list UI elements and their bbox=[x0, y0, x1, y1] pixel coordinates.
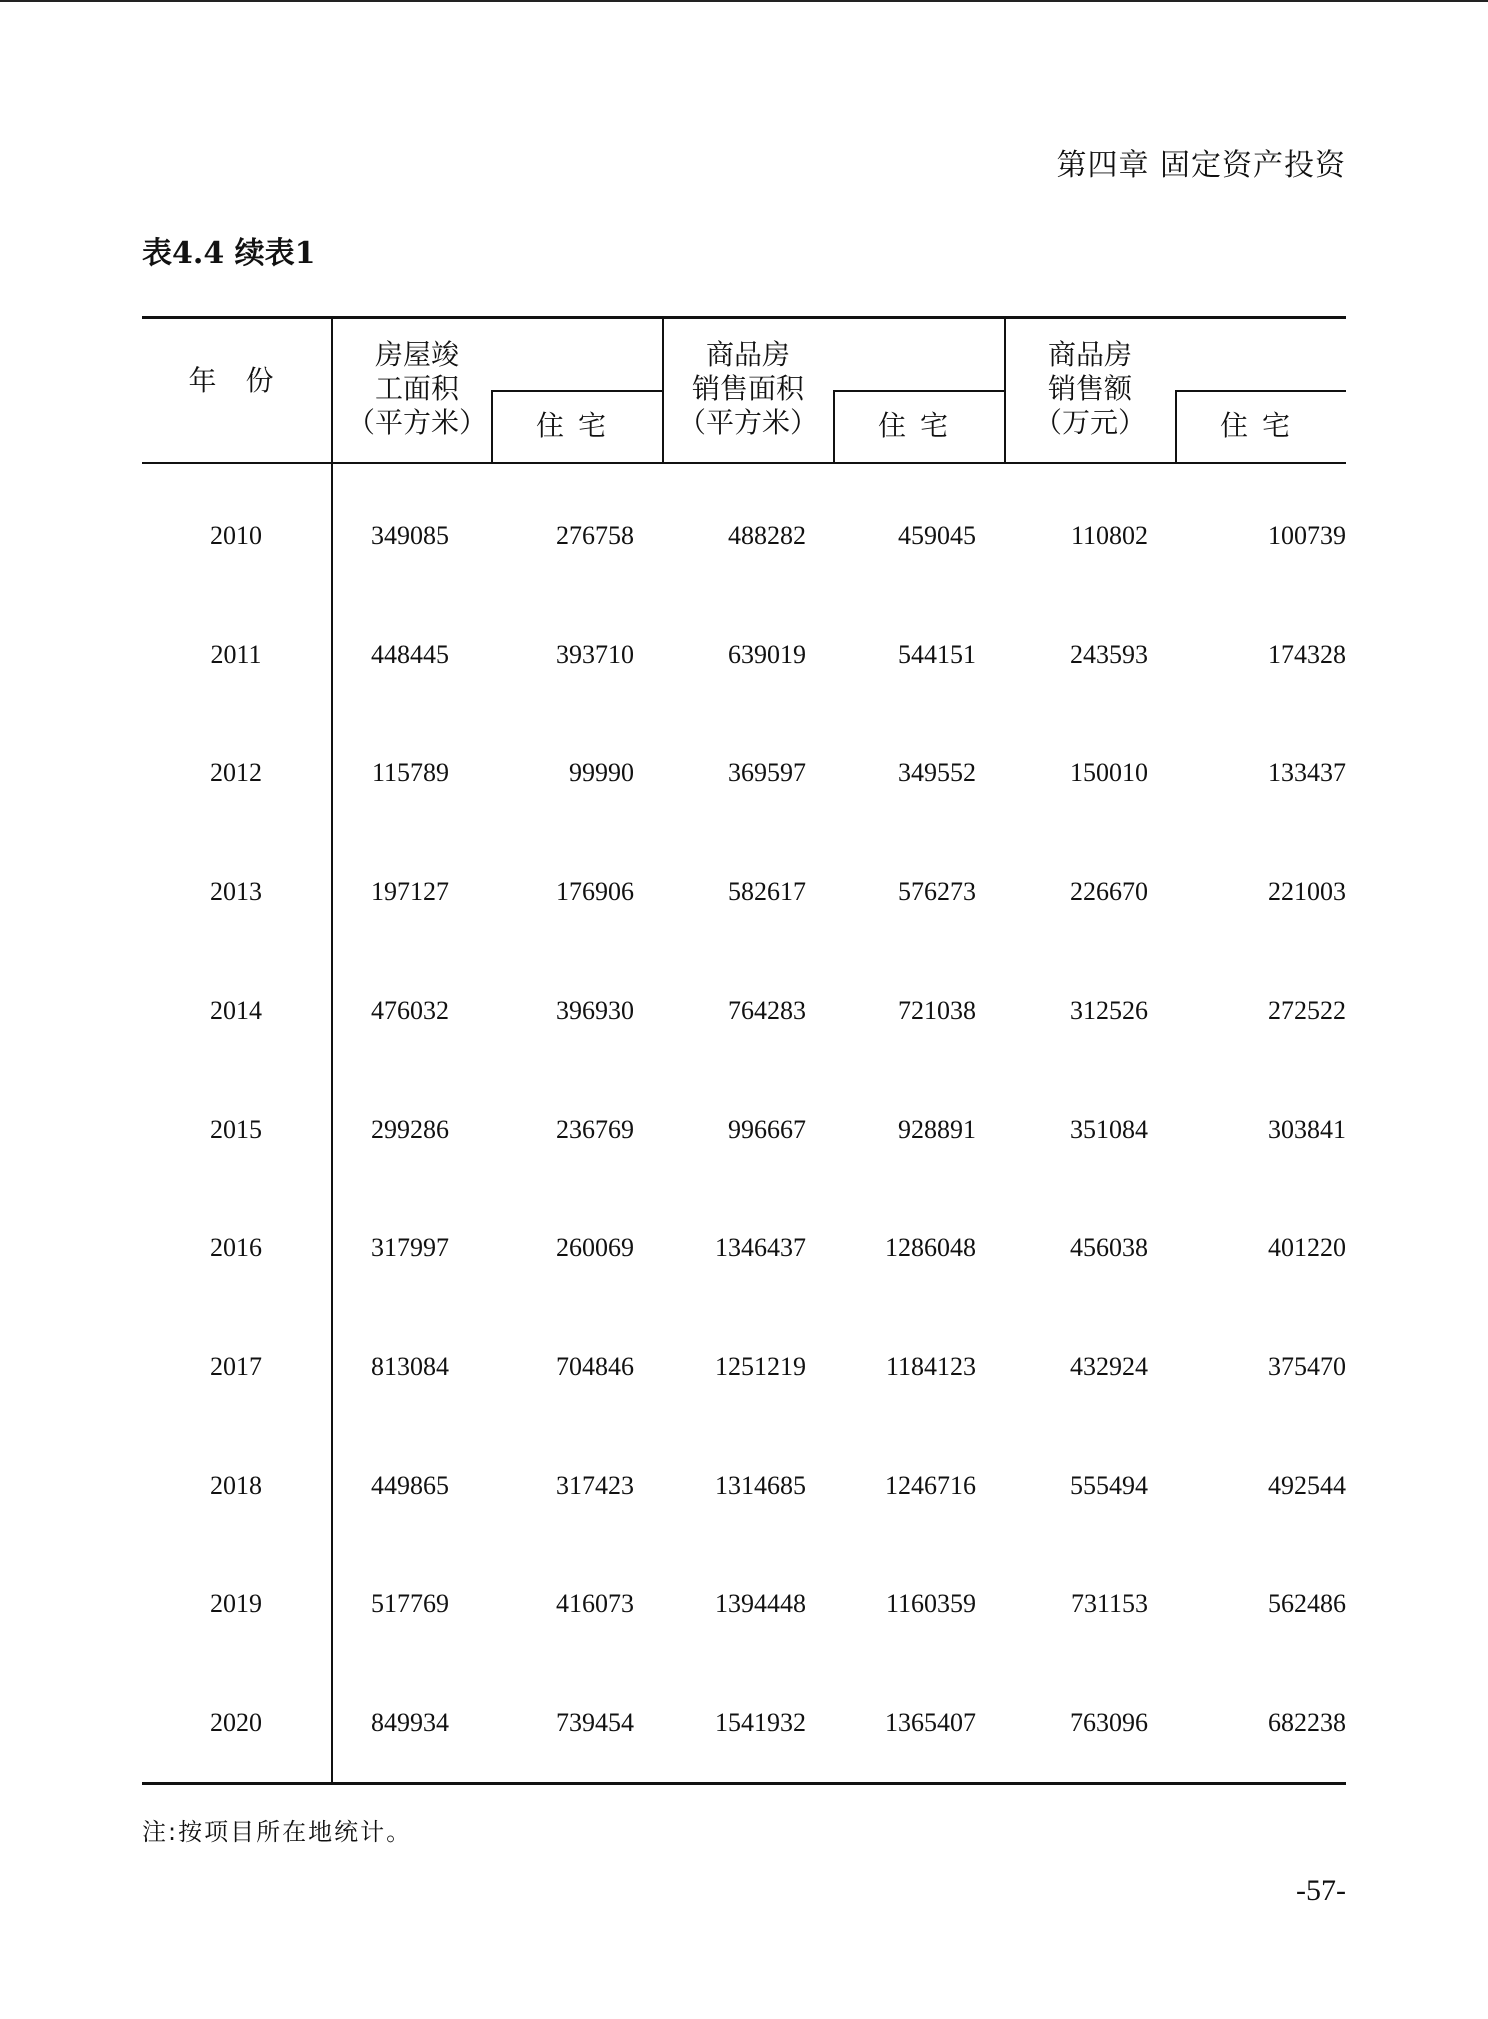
value-cell: 276758 bbox=[556, 521, 634, 550]
year-cell: 2010 bbox=[210, 521, 262, 550]
table-top-rule bbox=[142, 316, 1346, 319]
value-cell: 396930 bbox=[556, 995, 634, 1025]
value-cell: 416073 bbox=[556, 1589, 634, 1619]
table-row bbox=[142, 516, 1346, 556]
header-line: 销售面积 bbox=[691, 372, 804, 405]
header-line: 商品房 bbox=[705, 338, 790, 371]
table-row bbox=[142, 1703, 1346, 1743]
value-cell: 456038 bbox=[1070, 1233, 1148, 1263]
residential-sub-header: 住宅 bbox=[877, 409, 962, 442]
table-row bbox=[142, 1466, 1346, 1506]
value-cell: 996667 bbox=[728, 1114, 806, 1144]
sub-header-rule bbox=[1175, 390, 1346, 392]
value-cell: 448445 bbox=[371, 639, 449, 669]
value-cell: 639019 bbox=[728, 639, 806, 669]
value-cell: 349085 bbox=[371, 521, 449, 550]
value-cell: 299286 bbox=[371, 1114, 449, 1144]
value-cell: 401220 bbox=[1268, 1233, 1346, 1263]
value-cell: 100739 bbox=[1268, 521, 1346, 550]
header-line: 工面积 bbox=[374, 372, 459, 405]
header-line: （平方米） bbox=[346, 406, 487, 439]
value-cell: 488282 bbox=[728, 521, 806, 550]
value-cell: 303841 bbox=[1268, 1114, 1346, 1144]
value-cell: 1160359 bbox=[885, 1589, 976, 1619]
value-cell: 236769 bbox=[556, 1114, 634, 1144]
value-cell: 115789 bbox=[371, 758, 449, 788]
value-cell: 1365407 bbox=[885, 1708, 976, 1737]
value-cell: 731153 bbox=[1070, 1589, 1148, 1619]
value-cell: 272522 bbox=[1268, 995, 1346, 1025]
value-cell: 351084 bbox=[1070, 1114, 1148, 1144]
year-cell: 2017 bbox=[210, 1351, 262, 1381]
value-cell: 150010 bbox=[1070, 758, 1148, 788]
value-cell: 260069 bbox=[556, 1233, 634, 1263]
value-cell: 1346437 bbox=[715, 1233, 806, 1263]
year-cell: 2015 bbox=[210, 1114, 262, 1144]
value-cell: 562486 bbox=[1268, 1589, 1346, 1619]
value-cell: 133437 bbox=[1268, 758, 1346, 788]
value-cell: 1246716 bbox=[885, 1470, 976, 1500]
table-row bbox=[142, 753, 1346, 793]
table-row bbox=[142, 635, 1346, 675]
residential-sub-header: 住宅 bbox=[535, 409, 620, 442]
header-line: 房屋竣 bbox=[374, 338, 459, 371]
value-cell: 317997 bbox=[371, 1233, 449, 1263]
value-cell: 176906 bbox=[556, 877, 634, 907]
value-cell: 544151 bbox=[898, 639, 976, 669]
value-cell: 1541932 bbox=[715, 1708, 806, 1737]
table-bottom-rule bbox=[142, 1782, 1346, 1785]
year-cell: 2011 bbox=[210, 639, 262, 669]
value-cell: 492544 bbox=[1268, 1470, 1346, 1500]
table-row bbox=[142, 1228, 1346, 1268]
value-cell: 375470 bbox=[1268, 1351, 1346, 1381]
page-number: -57- bbox=[1296, 1874, 1346, 1907]
value-cell: 349552 bbox=[898, 758, 976, 788]
year-cell: 2013 bbox=[210, 877, 262, 907]
chapter-header: 第四章 固定资产投资 bbox=[1056, 148, 1346, 183]
value-cell: 432924 bbox=[1070, 1351, 1148, 1381]
value-cell: 197127 bbox=[371, 877, 449, 907]
year-column-header: 年 份 bbox=[188, 364, 284, 397]
value-cell: 174328 bbox=[1268, 639, 1346, 669]
value-cell: 459045 bbox=[898, 521, 976, 550]
value-cell: 317423 bbox=[556, 1470, 634, 1500]
year-cell: 2014 bbox=[210, 995, 262, 1025]
value-cell: 1184123 bbox=[885, 1351, 976, 1381]
value-cell: 221003 bbox=[1268, 877, 1346, 907]
header-line: （平方米） bbox=[677, 406, 818, 439]
value-cell: 739454 bbox=[556, 1708, 634, 1737]
header-line: （万元） bbox=[1033, 406, 1146, 439]
value-cell: 763096 bbox=[1070, 1708, 1148, 1737]
value-cell: 813084 bbox=[371, 1351, 449, 1381]
data-table bbox=[142, 316, 1346, 1784]
table-note: 注:按项目所在地统计。 bbox=[142, 1818, 413, 1846]
sub-header-rule bbox=[491, 390, 662, 392]
year-cell: 2016 bbox=[210, 1233, 262, 1263]
value-cell: 517769 bbox=[371, 1589, 449, 1619]
table-row bbox=[142, 991, 1346, 1031]
value-cell: 721038 bbox=[898, 995, 976, 1025]
completed-area-header bbox=[332, 338, 502, 440]
table-row bbox=[142, 1110, 1346, 1150]
value-cell: 704846 bbox=[556, 1351, 634, 1381]
year-cell: 2012 bbox=[210, 758, 262, 788]
value-cell: 928891 bbox=[898, 1114, 976, 1144]
year-cell: 2018 bbox=[210, 1470, 262, 1500]
value-cell: 226670 bbox=[1070, 877, 1148, 907]
residential-sub-header: 住宅 bbox=[1219, 409, 1304, 442]
header-line: 销售额 bbox=[1047, 372, 1132, 405]
value-cell: 476032 bbox=[371, 995, 449, 1025]
table-title: 表4.4 续表1 bbox=[142, 236, 316, 271]
table-row bbox=[142, 1584, 1346, 1624]
page-top-rule bbox=[0, 0, 1488, 2]
year-cell: 2020 bbox=[210, 1708, 262, 1737]
sales-area-header bbox=[663, 338, 833, 440]
value-cell: 764283 bbox=[728, 995, 806, 1025]
value-cell: 369597 bbox=[728, 758, 806, 788]
value-cell: 1394448 bbox=[715, 1589, 806, 1619]
value-cell: 99990 bbox=[569, 758, 634, 788]
value-cell: 555494 bbox=[1070, 1470, 1148, 1500]
value-cell: 576273 bbox=[898, 877, 976, 907]
header-line: 商品房 bbox=[1047, 338, 1132, 371]
table-row bbox=[142, 1347, 1346, 1387]
value-cell: 393710 bbox=[556, 639, 634, 669]
sub-header-rule bbox=[833, 390, 1004, 392]
header-bottom-rule bbox=[142, 462, 1346, 464]
year-cell: 2019 bbox=[210, 1589, 262, 1619]
sales-amount-header bbox=[1005, 338, 1175, 440]
value-cell: 1314685 bbox=[715, 1470, 806, 1500]
table-row bbox=[142, 872, 1346, 912]
value-cell: 243593 bbox=[1070, 639, 1148, 669]
value-cell: 312526 bbox=[1070, 995, 1148, 1025]
value-cell: 682238 bbox=[1268, 1708, 1346, 1737]
value-cell: 110802 bbox=[1070, 521, 1148, 550]
value-cell: 1286048 bbox=[885, 1233, 976, 1263]
value-cell: 582617 bbox=[728, 877, 806, 907]
value-cell: 449865 bbox=[371, 1470, 449, 1500]
value-cell: 849934 bbox=[371, 1708, 449, 1737]
value-cell: 1251219 bbox=[715, 1351, 806, 1381]
